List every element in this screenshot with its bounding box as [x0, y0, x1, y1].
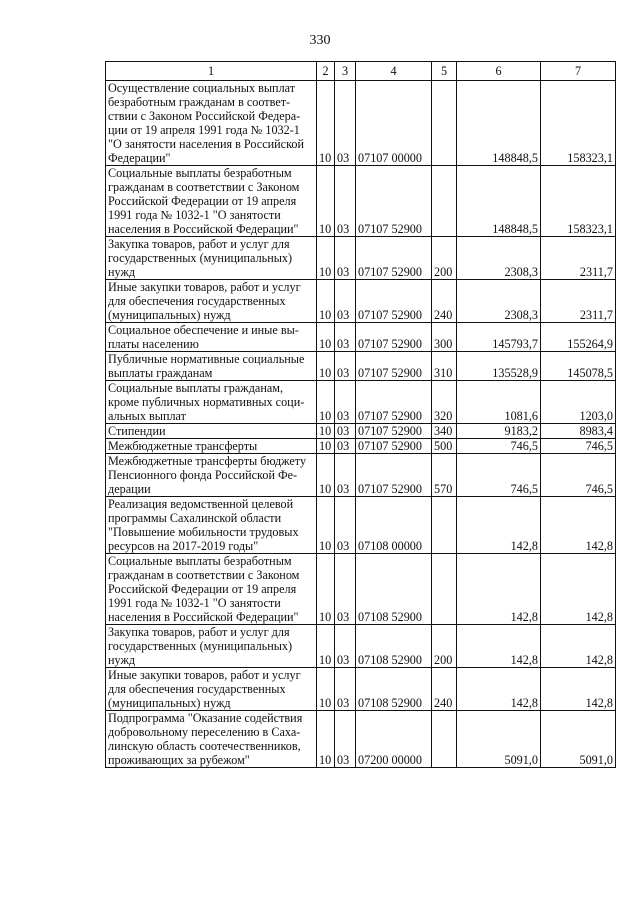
target-article-cell: 07107 52900 [356, 454, 432, 497]
amount-year-2-cell: 746,5 [541, 439, 616, 454]
table-row [106, 424, 616, 439]
section-code-cell: 10 [317, 668, 335, 711]
expense-type-cell: 200 [432, 237, 457, 280]
section-code-cell: 10 [317, 439, 335, 454]
subsection-code-cell: 03 [335, 352, 356, 381]
header-cell: 7 [541, 62, 616, 81]
amount-year-1-cell: 148848,5 [457, 166, 541, 237]
table-row [106, 280, 616, 323]
section-code-cell: 10 [317, 497, 335, 554]
table-row [106, 381, 616, 424]
amount-year-1-cell: 142,8 [457, 554, 541, 625]
subsection-code-cell: 03 [335, 668, 356, 711]
table-row [106, 454, 616, 497]
row-name-cell: Реализация ведомственной целевой программы Сахалинской области "Повышение мобильности трудовых ресурсов на 2017-2019 годы" [106, 497, 317, 554]
expense-type-cell: 320 [432, 381, 457, 424]
amount-year-1-cell: 746,5 [457, 439, 541, 454]
header-cell: 2 [317, 62, 335, 81]
expense-type-cell: 200 [432, 625, 457, 668]
table-row [106, 166, 616, 237]
amount-year-2-cell: 158323,1 [541, 166, 616, 237]
subsection-code-cell: 03 [335, 424, 356, 439]
amount-year-1-cell: 142,8 [457, 497, 541, 554]
amount-year-2-cell: 142,8 [541, 497, 616, 554]
expense-type-cell [432, 81, 457, 166]
amount-year-2-cell: 142,8 [541, 554, 616, 625]
row-name-cell: Стипендии [106, 424, 317, 439]
row-name-cell: Иные закупки товаров, работ и услуг для обеспечения государственных (муниципальных) нужд [106, 280, 317, 323]
table-header-row [106, 62, 616, 81]
section-code-cell: 10 [317, 352, 335, 381]
amount-year-1-cell: 142,8 [457, 625, 541, 668]
amount-year-1-cell: 148848,5 [457, 81, 541, 166]
row-name-cell: Социальные выплаты гражданам, кроме публичных нормативных соци-альных выплат [106, 381, 317, 424]
budget-table [105, 61, 616, 768]
expense-type-cell: 240 [432, 668, 457, 711]
expense-type-cell: 340 [432, 424, 457, 439]
amount-year-2-cell: 158323,1 [541, 81, 616, 166]
subsection-code-cell: 03 [335, 280, 356, 323]
target-article-cell: 07108 52900 [356, 554, 432, 625]
section-code-cell: 10 [317, 81, 335, 166]
target-article-cell: 07107 52900 [356, 323, 432, 352]
row-name-cell: Осуществление социальных выплат безработным гражданам в соответ-ствии с Законом Российской Федера-ции от 19 апреля 1991 года № 1032-1 "О занятости населения в Российской Федерации" [106, 81, 317, 166]
header-cell: 6 [457, 62, 541, 81]
target-article-cell: 07107 52900 [356, 352, 432, 381]
expense-type-cell: 240 [432, 280, 457, 323]
expense-type-cell [432, 166, 457, 237]
subsection-code-cell: 03 [335, 381, 356, 424]
amount-year-2-cell: 155264,9 [541, 323, 616, 352]
expense-type-cell: 570 [432, 454, 457, 497]
section-code-cell: 10 [317, 323, 335, 352]
row-name-cell: Публичные нормативные социальные выплаты гражданам [106, 352, 317, 381]
amount-year-1-cell: 145793,7 [457, 323, 541, 352]
section-code-cell: 10 [317, 280, 335, 323]
table-row [106, 237, 616, 280]
amount-year-2-cell: 2311,7 [541, 280, 616, 323]
table-row [106, 81, 616, 166]
target-article-cell: 07107 52900 [356, 439, 432, 454]
target-article-cell: 07107 52900 [356, 237, 432, 280]
amount-year-2-cell: 2311,7 [541, 237, 616, 280]
amount-year-1-cell: 2308,3 [457, 237, 541, 280]
amount-year-2-cell: 5091,0 [541, 711, 616, 768]
target-article-cell: 07107 52900 [356, 280, 432, 323]
table-row [106, 711, 616, 768]
expense-type-cell [432, 497, 457, 554]
expense-type-cell: 310 [432, 352, 457, 381]
section-code-cell: 10 [317, 454, 335, 497]
amount-year-2-cell: 142,8 [541, 625, 616, 668]
subsection-code-cell: 03 [335, 625, 356, 668]
section-code-cell: 10 [317, 381, 335, 424]
table-row [106, 668, 616, 711]
target-article-cell: 07108 00000 [356, 497, 432, 554]
target-article-cell: 07107 52900 [356, 424, 432, 439]
table-row [106, 352, 616, 381]
amount-year-1-cell: 746,5 [457, 454, 541, 497]
row-name-cell: Закупка товаров, работ и услуг для государственных (муниципальных) нужд [106, 625, 317, 668]
subsection-code-cell: 03 [335, 166, 356, 237]
target-article-cell: 07107 52900 [356, 381, 432, 424]
row-name-cell: Межбюджетные трансферты бюджету Пенсионного фонда Российской Фе-дерации [106, 454, 317, 497]
row-name-cell: Социальные выплаты безработным гражданам в соответствии с Законом Российской Федерации от 19 апреля 1991 года № 1032-1 "О занятости населения в Российской Федерации" [106, 166, 317, 237]
row-name-cell: Социальные выплаты безработным гражданам в соответствии с Законом Российской Федерации от 19 апреля 1991 года № 1032-1 "О занятости населения в Российской Федерации" [106, 554, 317, 625]
amount-year-1-cell: 135528,9 [457, 352, 541, 381]
subsection-code-cell: 03 [335, 81, 356, 166]
row-name-cell: Закупка товаров, работ и услуг для государственных (муниципальных) нужд [106, 237, 317, 280]
expense-type-cell: 500 [432, 439, 457, 454]
header-cell: 4 [356, 62, 432, 81]
subsection-code-cell: 03 [335, 554, 356, 625]
section-code-cell: 10 [317, 237, 335, 280]
section-code-cell: 10 [317, 625, 335, 668]
amount-year-2-cell: 8983,4 [541, 424, 616, 439]
subsection-code-cell: 03 [335, 323, 356, 352]
header-cell: 3 [335, 62, 356, 81]
subsection-code-cell: 03 [335, 439, 356, 454]
subsection-code-cell: 03 [335, 497, 356, 554]
amount-year-1-cell: 5091,0 [457, 711, 541, 768]
row-name-cell: Иные закупки товаров, работ и услуг для обеспечения государственных (муниципальных) нужд [106, 668, 317, 711]
table-body [106, 81, 616, 768]
row-name-cell: Межбюджетные трансферты [106, 439, 317, 454]
subsection-code-cell: 03 [335, 711, 356, 768]
amount-year-2-cell: 142,8 [541, 668, 616, 711]
amount-year-2-cell: 1203,0 [541, 381, 616, 424]
table-row [106, 439, 616, 454]
section-code-cell: 10 [317, 711, 335, 768]
subsection-code-cell: 03 [335, 237, 356, 280]
row-name-cell: Социальное обеспечение и иные вы-платы населению [106, 323, 317, 352]
page-number: 330 [309, 33, 331, 48]
target-article-cell: 07108 52900 [356, 668, 432, 711]
table-row [106, 323, 616, 352]
header-cell: 1 [106, 62, 317, 81]
section-code-cell: 10 [317, 166, 335, 237]
row-name-cell: Подпрограмма "Оказание содействия добровольному переселению в Саха-линскую область соотечественников, проживающих за рубежом" [106, 711, 317, 768]
target-article-cell: 07108 52900 [356, 625, 432, 668]
section-code-cell: 10 [317, 554, 335, 625]
section-code-cell: 10 [317, 424, 335, 439]
amount-year-2-cell: 145078,5 [541, 352, 616, 381]
expense-type-cell: 300 [432, 323, 457, 352]
table-row [106, 625, 616, 668]
table-row [106, 554, 616, 625]
target-article-cell: 07200 00000 [356, 711, 432, 768]
amount-year-1-cell: 142,8 [457, 668, 541, 711]
table-row [106, 497, 616, 554]
subsection-code-cell: 03 [335, 454, 356, 497]
amount-year-2-cell: 746,5 [541, 454, 616, 497]
header-cell: 5 [432, 62, 457, 81]
target-article-cell: 07107 00000 [356, 81, 432, 166]
target-article-cell: 07107 52900 [356, 166, 432, 237]
amount-year-1-cell: 1081,6 [457, 381, 541, 424]
expense-type-cell [432, 711, 457, 768]
amount-year-1-cell: 2308,3 [457, 280, 541, 323]
amount-year-1-cell: 9183,2 [457, 424, 541, 439]
expense-type-cell [432, 554, 457, 625]
